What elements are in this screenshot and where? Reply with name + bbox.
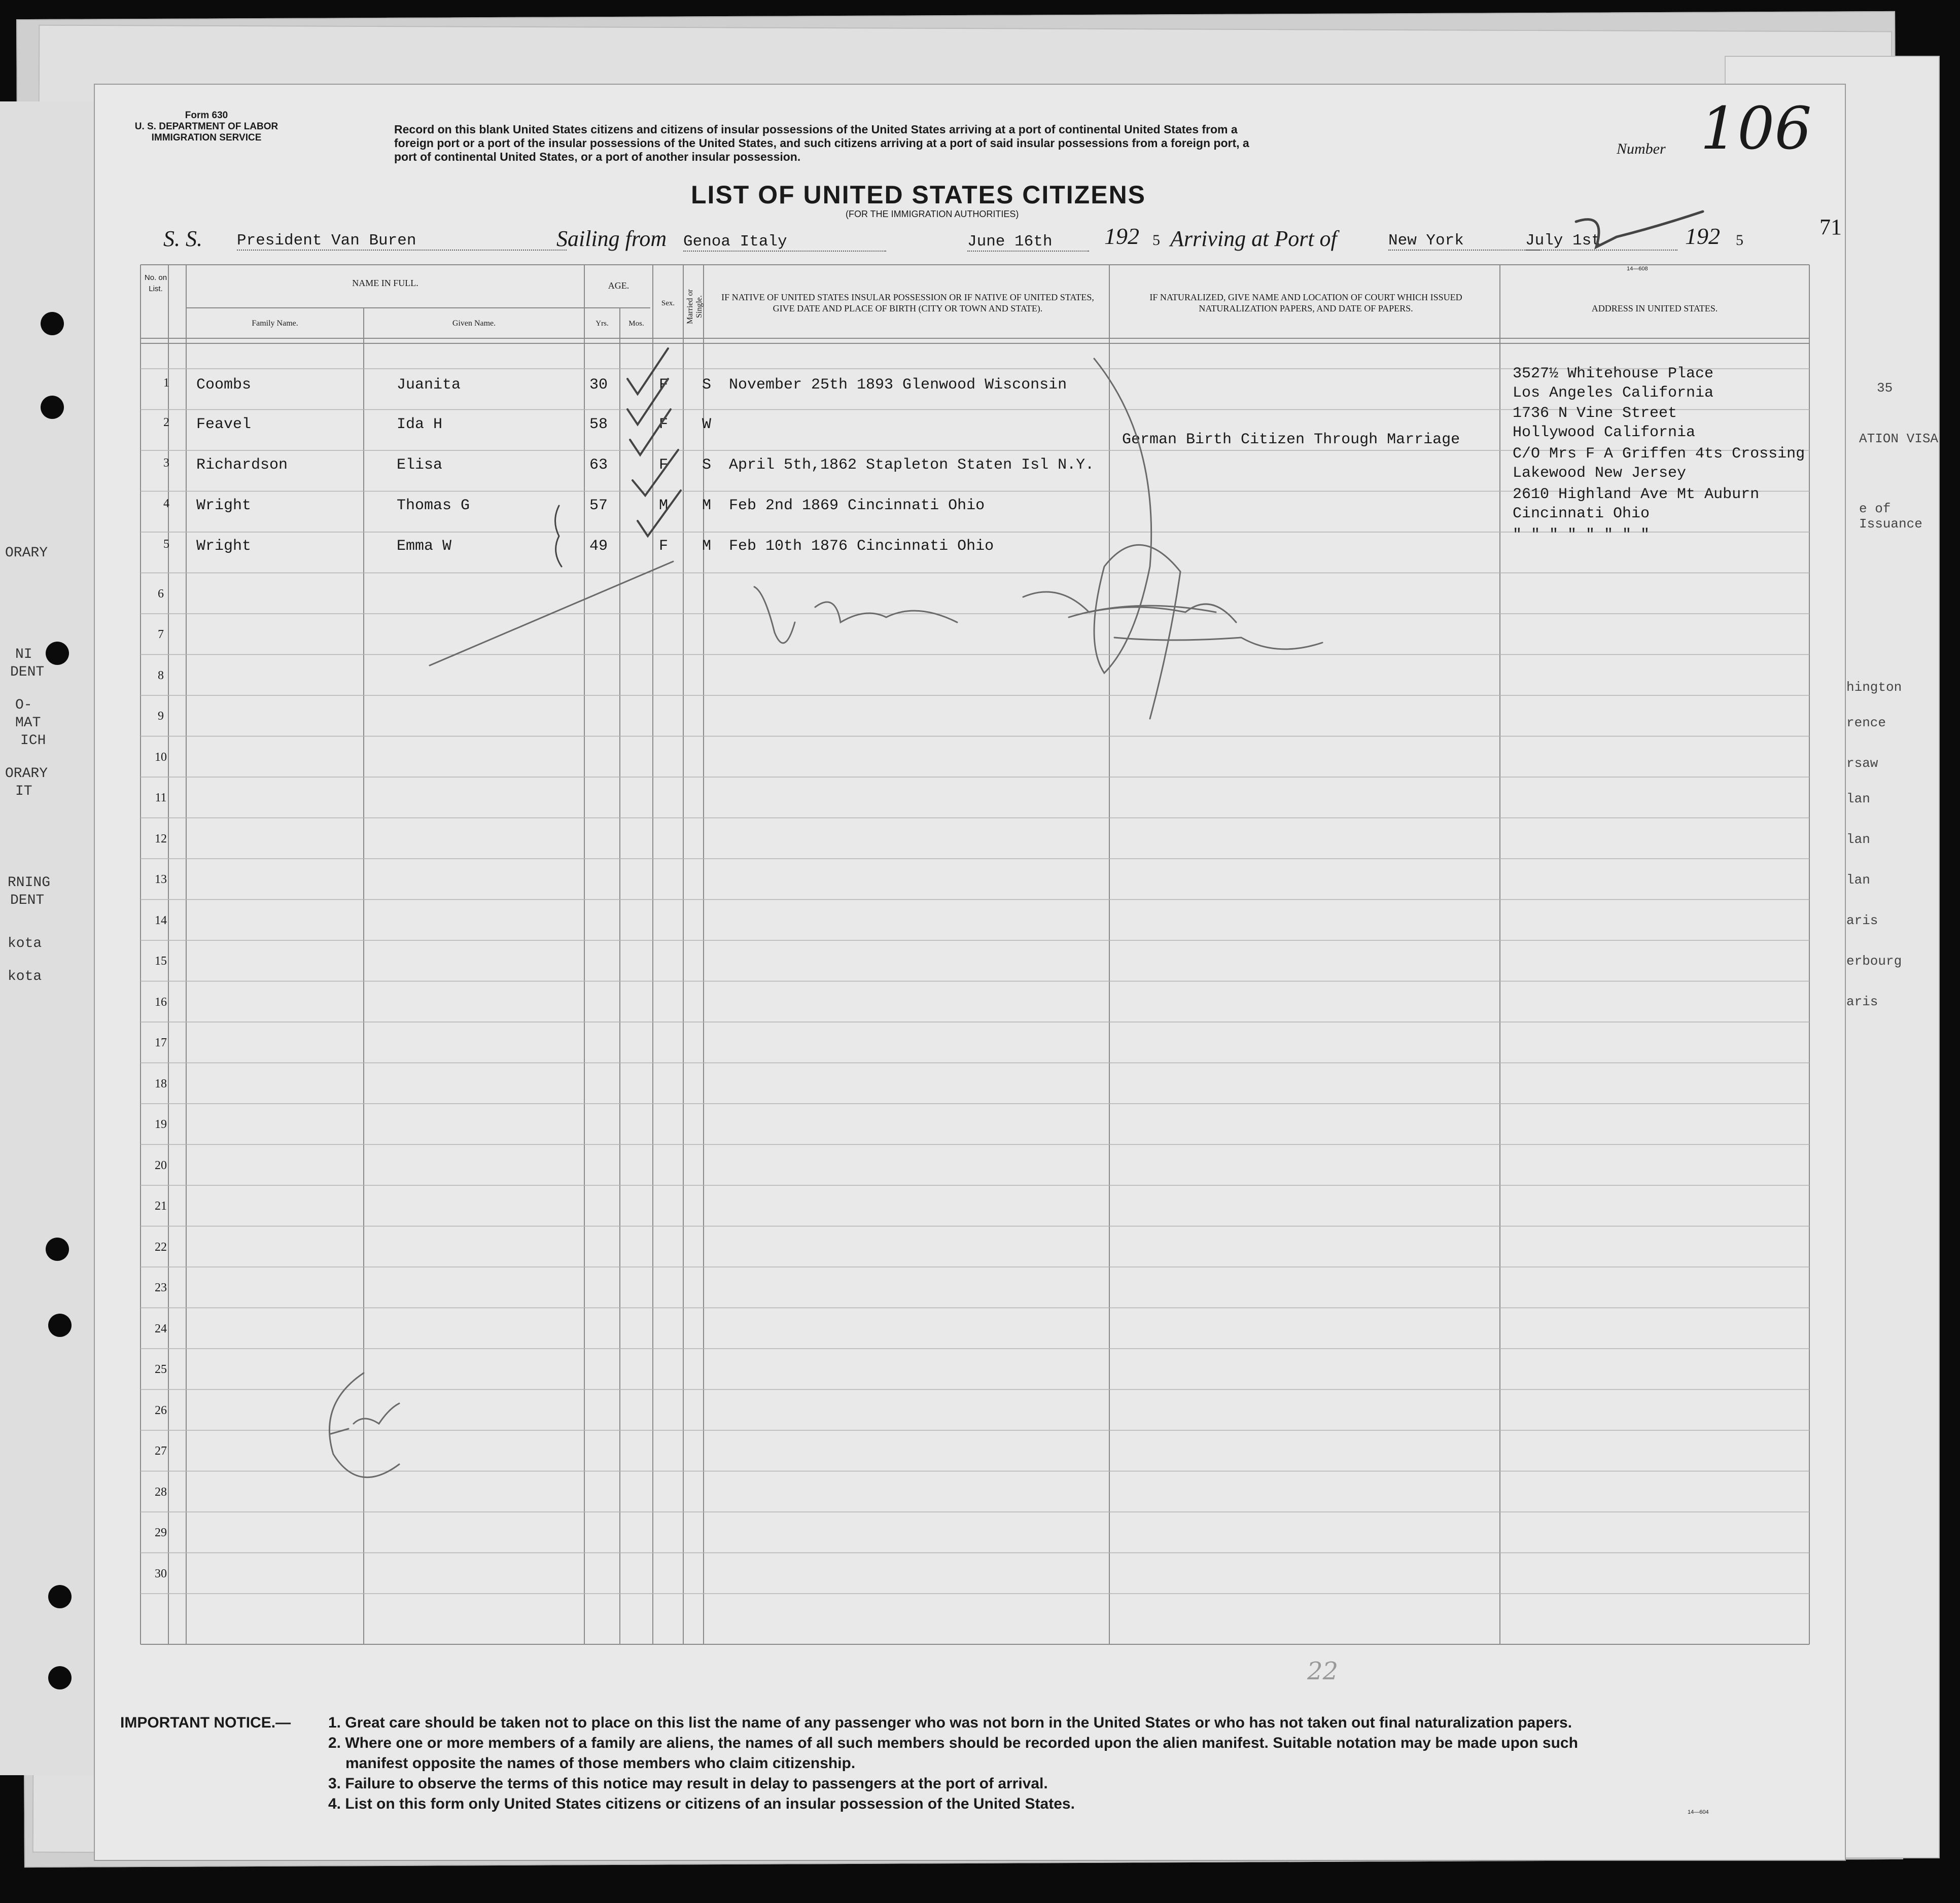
form-number: Form 630 bbox=[185, 110, 228, 121]
checkmark bbox=[627, 379, 668, 425]
sailing-year-prefix: 192 bbox=[1104, 223, 1139, 249]
family-name: Coombs bbox=[196, 376, 252, 394]
corner-code-top: 14—608 bbox=[1627, 266, 1648, 272]
marital-status: W bbox=[702, 416, 712, 433]
empty-row-number: 20 bbox=[155, 1158, 167, 1172]
family-name: Richardson bbox=[196, 456, 288, 474]
address-line: Cincinnati Ohio bbox=[1513, 505, 1650, 522]
row-number: 3 bbox=[163, 456, 169, 470]
corner-code-bottom: 14—604 bbox=[1688, 1809, 1709, 1815]
empty-row-number: 10 bbox=[155, 750, 167, 764]
sailing-year-digit: 5 bbox=[1152, 232, 1160, 249]
age-years: 30 bbox=[589, 376, 608, 394]
punch-hole bbox=[41, 396, 64, 419]
address-line: 2610 Highland Ave Mt Auburn bbox=[1513, 486, 1760, 503]
header-address: ADDRESS IN UNITED STATES. bbox=[1591, 303, 1718, 313]
sex: M bbox=[659, 497, 669, 514]
given-name: Elisa bbox=[397, 456, 443, 474]
header-family-name: Family Name. bbox=[252, 319, 298, 328]
left-fragment: RNING bbox=[8, 875, 51, 891]
checkmark bbox=[630, 409, 671, 455]
handwritten-marks bbox=[95, 85, 1845, 1860]
empty-row-number: 14 bbox=[155, 913, 167, 927]
age-years: 49 bbox=[589, 538, 608, 555]
empty-row-number: 29 bbox=[155, 1526, 167, 1539]
left-fragment: IT bbox=[15, 784, 32, 799]
right-fragment: lan bbox=[1846, 872, 1870, 888]
number-label: Number bbox=[1617, 140, 1666, 157]
page-title: LIST OF UNITED STATES CITIZENS bbox=[691, 181, 1146, 209]
arrival-year-digit: 5 bbox=[1736, 232, 1743, 249]
empty-row-number: 6 bbox=[158, 587, 164, 601]
header-yrs: Yrs. bbox=[596, 320, 609, 328]
sex: F bbox=[659, 538, 669, 555]
row-number: 1 bbox=[163, 376, 169, 390]
left-fragment: MAT bbox=[15, 715, 41, 731]
marital-status: S bbox=[702, 376, 712, 394]
punch-hole bbox=[46, 1238, 69, 1261]
right-fragment: rsaw bbox=[1846, 756, 1878, 771]
empty-row-number: 16 bbox=[155, 995, 167, 1009]
empty-row-number: 8 bbox=[158, 668, 164, 682]
page-number: 71 bbox=[1819, 215, 1842, 239]
empty-row-number: 21 bbox=[155, 1200, 167, 1213]
right-fragment: lan bbox=[1846, 832, 1870, 847]
page-subtitle: (FOR THE IMMIGRATION AUTHORITIES) bbox=[846, 209, 1019, 219]
header-age: AGE. bbox=[608, 280, 629, 291]
given-name: Emma W bbox=[397, 538, 452, 555]
service-name: IMMIGRATION SERVICE bbox=[151, 132, 262, 143]
address-line: 1736 N Vine Street bbox=[1513, 405, 1677, 422]
ss-label: S. S. bbox=[163, 226, 202, 251]
right-fragment: aris bbox=[1846, 913, 1878, 928]
left-fragment: ORARY bbox=[5, 545, 48, 561]
left-fragment: O- bbox=[15, 697, 32, 713]
sex: F bbox=[659, 416, 669, 433]
punch-hole bbox=[48, 1666, 72, 1689]
header-mos: Mos. bbox=[628, 320, 644, 328]
header-married-or-single: Married or Single. bbox=[686, 289, 704, 324]
number-value: 106 bbox=[1700, 95, 1812, 163]
row-number: 4 bbox=[163, 497, 169, 510]
notice-list bbox=[328, 1713, 1799, 1814]
punch-hole bbox=[46, 642, 69, 665]
row-number: 2 bbox=[163, 416, 169, 429]
empty-row-number: 9 bbox=[158, 710, 164, 723]
right-fragment: rence bbox=[1846, 715, 1886, 730]
right-fragment: ATION VISA bbox=[1859, 431, 1939, 446]
address-line: C/O Mrs F A Griffen 4ts Crossing bbox=[1513, 445, 1805, 463]
empty-row-number: 11 bbox=[155, 791, 167, 804]
checkmark bbox=[633, 450, 678, 496]
empty-row-number: 15 bbox=[155, 955, 167, 968]
empty-row-number: 26 bbox=[155, 1403, 167, 1417]
left-fragment: kota bbox=[8, 969, 42, 984]
given-name: Ida H bbox=[397, 416, 443, 433]
left-fragment: ICH bbox=[20, 733, 46, 749]
record-instruction-1: Record on this blank United States citizens and citizens of insular possessions of the United States arriving at a port of continental United States from a bbox=[394, 123, 1238, 136]
left-fragment: NI bbox=[15, 647, 32, 662]
right-sheet-number: 35 bbox=[1877, 380, 1893, 396]
marital-status: S bbox=[702, 456, 712, 474]
header-given-name: Given Name. bbox=[452, 319, 496, 328]
department-name: U. S. DEPARTMENT OF LABOR bbox=[134, 121, 278, 132]
punch-hole bbox=[41, 312, 64, 335]
empty-row-number: 7 bbox=[158, 628, 164, 641]
empty-row-number: 27 bbox=[155, 1444, 167, 1458]
empty-row-number: 25 bbox=[155, 1363, 167, 1376]
empty-row-number: 30 bbox=[155, 1567, 167, 1580]
record-instruction-2: foreign port or a port of the insular possessions of the United States, and such citizens arriving at a port of said insular possessions from a foreign port, a bbox=[394, 136, 1249, 150]
header-birth-info: IF NATIVE OF UNITED STATES INSULAR POSSESSION OR IF NATIVE OF UNITED STATES, GIVE DATE AND PLACE OF BIRTH (CITY OR TOWN AND STATE). bbox=[721, 292, 1094, 313]
notice-label: IMPORTANT NOTICE.— bbox=[120, 1714, 291, 1731]
record-instruction-3: port of continental United States, or a port of another insular possession. bbox=[394, 150, 801, 163]
arrival-date: July 1st bbox=[1525, 232, 1677, 251]
age-years: 63 bbox=[589, 456, 608, 474]
empty-row-number: 24 bbox=[155, 1322, 167, 1335]
empty-row-number: 22 bbox=[155, 1240, 167, 1254]
right-fragment: hington bbox=[1846, 680, 1902, 695]
empty-row-number: 13 bbox=[155, 873, 167, 886]
manifest-page bbox=[94, 84, 1846, 1861]
notice-item-1: 1. Great care should be taken not to place on this list the name of any passenger who was not born in the United States or who has not taken out final naturalization papers. bbox=[328, 1714, 1572, 1731]
notice-item-3: 3. Failure to observe the terms of this notice may result in delay to passengers at the port of arrival. bbox=[328, 1775, 1048, 1792]
right-fragment: aris bbox=[1846, 994, 1878, 1009]
empty-row-number: 28 bbox=[155, 1485, 167, 1499]
birth-info: April 5th,1862 Stapleton Staten Isl N.Y. bbox=[729, 456, 1095, 474]
empty-row-number: 23 bbox=[155, 1281, 167, 1294]
birth-info: Feb 10th 1876 Cincinnati Ohio bbox=[729, 538, 994, 555]
sex: F bbox=[659, 376, 669, 394]
family-name: Feavel bbox=[196, 416, 252, 433]
left-fragment: ORARY bbox=[5, 766, 48, 782]
address-line: Los Angeles California bbox=[1513, 384, 1714, 402]
age-years: 57 bbox=[589, 497, 608, 514]
punch-hole bbox=[48, 1585, 72, 1608]
sailing-from-port: Genoa Italy bbox=[683, 233, 886, 252]
family-name: Wright bbox=[196, 497, 252, 514]
right-fragment: erbourg bbox=[1846, 954, 1902, 969]
notice-item-2-continued: manifest opposite the names of those members who claim citizenship. bbox=[345, 1755, 856, 1772]
naturalization-info: German Birth Citizen Through Marriage bbox=[1122, 431, 1460, 448]
checkmark bbox=[638, 490, 681, 536]
address-line: Hollywood California bbox=[1513, 424, 1696, 441]
birth-info: Feb 2nd 1869 Cincinnati Ohio bbox=[729, 497, 985, 514]
empty-row-number: 12 bbox=[155, 832, 167, 845]
empty-row-number: 17 bbox=[155, 1036, 167, 1049]
left-fragment: DENT bbox=[10, 893, 45, 908]
punch-hole bbox=[48, 1314, 72, 1337]
arriving-label: Arriving at Port of bbox=[1170, 226, 1337, 251]
notice-item-2: 2. Where one or more members of a family are aliens, the names of all such members should be recorded upon the alien manifest. Suitable notation may be made upon such bbox=[328, 1735, 1578, 1751]
marital-status: M bbox=[702, 538, 712, 555]
empty-row-number: 18 bbox=[155, 1077, 167, 1090]
right-fragment: e of Issuance bbox=[1859, 501, 1922, 532]
address-line: 3527½ Whitehouse Place bbox=[1513, 365, 1714, 382]
birth-info: November 25th 1893 Glenwood Wisconsin bbox=[729, 376, 1067, 394]
address-line: " " " " " " " " bbox=[1513, 526, 1650, 544]
row-number: 5 bbox=[163, 538, 169, 551]
header-name-in-full: NAME IN FULL. bbox=[352, 278, 418, 288]
marital-status: M bbox=[702, 497, 712, 514]
given-name: Juanita bbox=[397, 376, 461, 394]
left-fragment: DENT bbox=[10, 664, 45, 680]
age-years: 58 bbox=[589, 416, 608, 433]
sailing-date: June 16th bbox=[967, 233, 1089, 252]
left-fragment: kota bbox=[8, 936, 42, 952]
family-name: Wright bbox=[196, 538, 252, 555]
sex: F bbox=[659, 456, 669, 474]
header-sex: Sex. bbox=[661, 299, 675, 307]
sailing-from-label: Sailing from bbox=[556, 226, 667, 251]
address-line: Lakewood New Jersey bbox=[1513, 465, 1687, 482]
given-name: Thomas G bbox=[397, 497, 470, 514]
empty-row-number: 19 bbox=[155, 1118, 167, 1131]
header-naturalized-info: IF NATURALIZED, GIVE NAME AND LOCATION OF COURT WHICH ISSUED NATURALIZATION PAPERS, AND DATE OF PAPERS. bbox=[1149, 292, 1462, 313]
notice-item-4: 4. List on this form only United States citizens or citizens of an insular possession of the United States. bbox=[328, 1795, 1075, 1812]
ship-name: President Van Buren bbox=[237, 232, 567, 251]
right-fragment: lan bbox=[1846, 791, 1870, 806]
header-no-on-list: No. on List. bbox=[144, 273, 167, 293]
arrival-port: New York bbox=[1388, 232, 1541, 251]
page-stamp-number: 22 bbox=[1307, 1657, 1339, 1685]
arrival-year-prefix: 192 bbox=[1685, 223, 1720, 249]
